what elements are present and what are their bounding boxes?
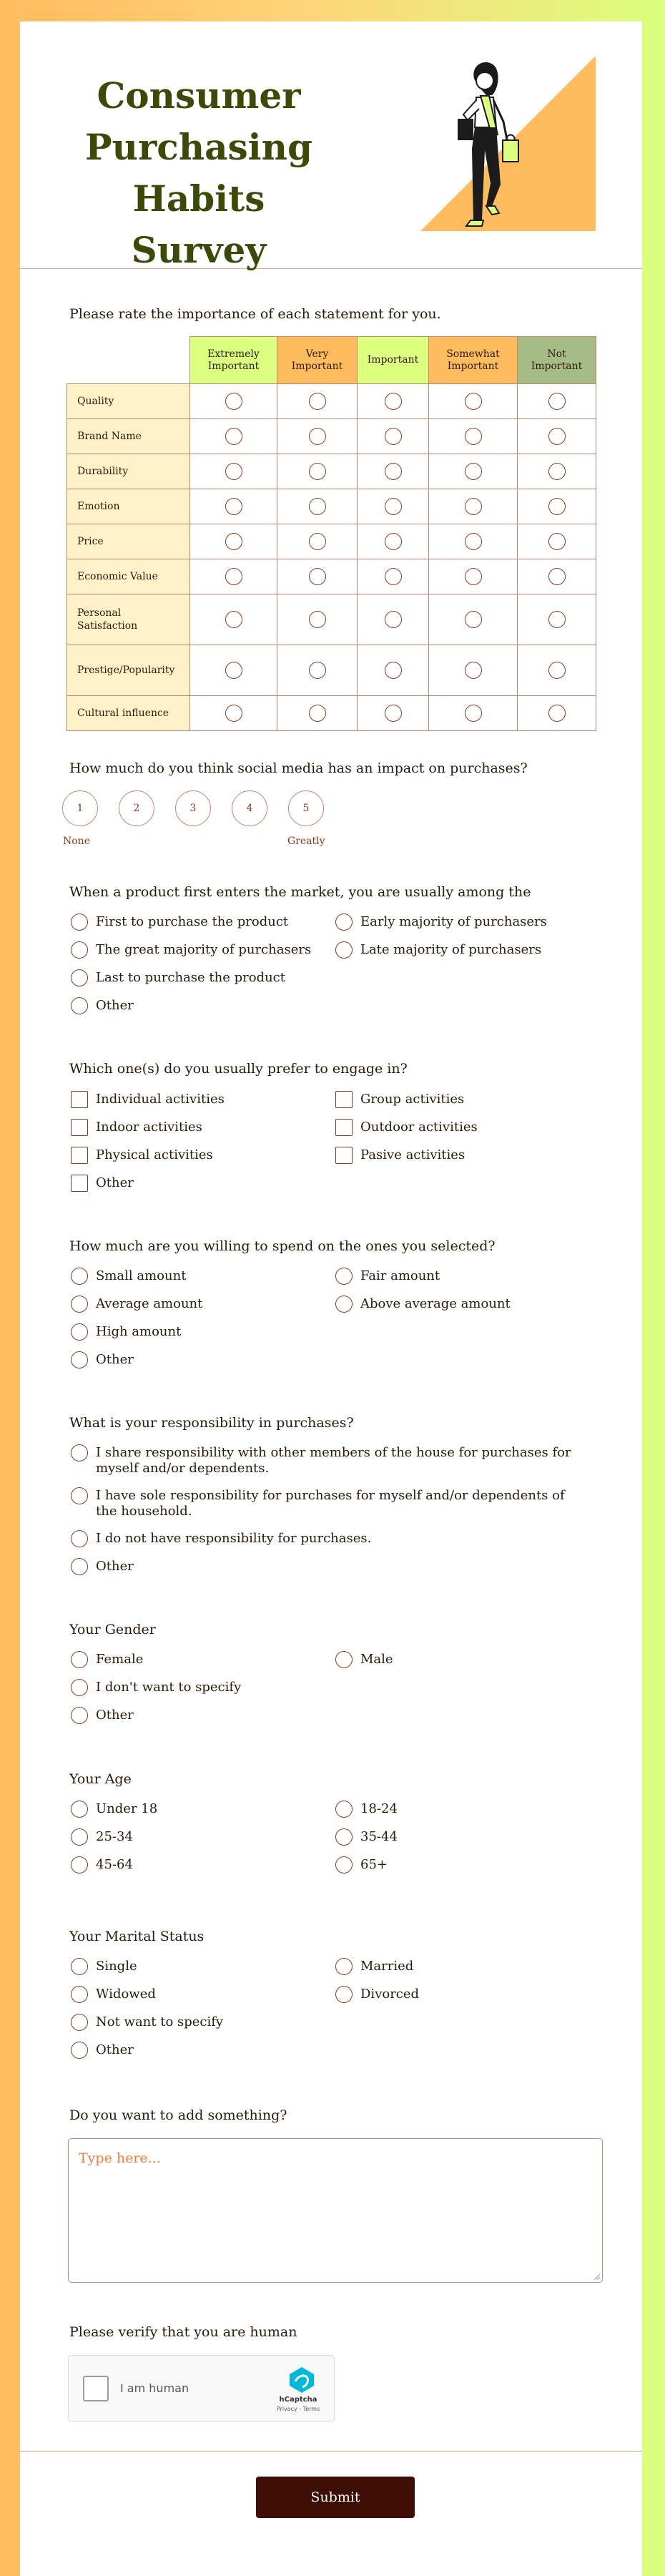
radio-option[interactable]: High amount bbox=[71, 1324, 181, 1341]
radio-button[interactable] bbox=[71, 997, 88, 1014]
matrix-cell[interactable] bbox=[190, 696, 277, 731]
radio-button[interactable] bbox=[548, 662, 566, 679]
gender-question: Your Gender bbox=[69, 1622, 156, 1637]
scale-option[interactable]: 2 bbox=[119, 790, 154, 826]
matrix-cell[interactable] bbox=[429, 645, 518, 696]
matrix-cell[interactable] bbox=[277, 454, 358, 489]
radio-option[interactable]: Single bbox=[71, 1959, 137, 1975]
radio-option[interactable]: Female bbox=[71, 1652, 143, 1668]
comments-textarea[interactable] bbox=[68, 2138, 603, 2283]
matrix-cell[interactable] bbox=[518, 454, 596, 489]
radio-button[interactable] bbox=[548, 611, 566, 628]
radio-option[interactable]: Married bbox=[335, 1959, 413, 1975]
radio-option[interactable]: 18-24 bbox=[335, 1801, 398, 1818]
radio-button[interactable] bbox=[71, 2042, 88, 2059]
submit-button[interactable]: Submit bbox=[256, 2477, 415, 2518]
radio-option[interactable]: 25-34 bbox=[71, 1829, 133, 1846]
radio-option[interactable]: Male bbox=[335, 1652, 393, 1668]
radio-button[interactable] bbox=[309, 662, 326, 679]
radio-button[interactable] bbox=[309, 498, 326, 515]
radio-button[interactable] bbox=[71, 2014, 88, 2031]
matrix-cell[interactable] bbox=[429, 384, 518, 419]
matrix-row-label: Personal Satisfaction bbox=[67, 594, 190, 645]
radio-option[interactable]: Small amount bbox=[71, 1268, 186, 1285]
resize-handle-icon[interactable] bbox=[593, 2273, 600, 2280]
radio-button[interactable] bbox=[335, 1651, 353, 1668]
checkbox[interactable] bbox=[71, 1091, 88, 1108]
matrix-row-label: Emotion bbox=[67, 489, 190, 524]
matrix-cell[interactable] bbox=[358, 454, 429, 489]
radio-button[interactable] bbox=[71, 941, 88, 959]
radio-button[interactable] bbox=[548, 428, 566, 445]
radio-option[interactable]: Average amount bbox=[71, 1296, 202, 1313]
radio-button[interactable] bbox=[548, 533, 566, 550]
radio-option[interactable]: Other bbox=[71, 2042, 134, 2059]
radio-button[interactable] bbox=[335, 941, 353, 959]
radio-button[interactable] bbox=[225, 498, 242, 515]
matrix-cell[interactable] bbox=[277, 645, 358, 696]
scale-option[interactable]: 5 bbox=[288, 790, 324, 826]
scale-option[interactable]: 3 bbox=[175, 790, 211, 826]
radio-button[interactable] bbox=[548, 463, 566, 480]
radio-button[interactable] bbox=[548, 568, 566, 585]
matrix-cell[interactable] bbox=[518, 489, 596, 524]
radio-button[interactable] bbox=[385, 705, 402, 722]
matrix-cell[interactable] bbox=[429, 454, 518, 489]
hcaptcha-logo-icon bbox=[285, 2366, 318, 2394]
matrix-cell[interactable] bbox=[429, 594, 518, 645]
scale-min-label: None bbox=[63, 836, 90, 847]
radio-button[interactable] bbox=[385, 498, 402, 515]
radio-button[interactable] bbox=[385, 568, 402, 585]
comments-question: Do you want to add something? bbox=[69, 2107, 287, 2123]
radio-button[interactable] bbox=[71, 1558, 88, 1575]
radio-button[interactable] bbox=[335, 1828, 353, 1846]
matrix-cell[interactable] bbox=[190, 559, 277, 594]
radio-option[interactable]: Other bbox=[71, 1708, 134, 1724]
radio-button[interactable] bbox=[465, 463, 482, 480]
radio-button[interactable] bbox=[225, 463, 242, 480]
checkbox[interactable] bbox=[335, 1119, 353, 1136]
radio-button[interactable] bbox=[71, 1296, 88, 1313]
radio-button[interactable] bbox=[465, 611, 482, 628]
impact-scale bbox=[62, 790, 363, 855]
survey-card bbox=[20, 21, 642, 2576]
radio-button[interactable] bbox=[309, 568, 326, 585]
checkbox[interactable] bbox=[335, 1091, 353, 1108]
market-question: When a product first enters the market, you are usually among the bbox=[69, 884, 531, 900]
matrix-cell[interactable] bbox=[518, 696, 596, 731]
spend-question: How much are you willing to spend on the ones you selected? bbox=[69, 1238, 496, 1254]
radio-option[interactable]: Late majority of purchasers bbox=[335, 942, 541, 959]
matrix-cell[interactable] bbox=[190, 524, 277, 559]
radio-button[interactable] bbox=[225, 568, 242, 585]
matrix-cell[interactable] bbox=[358, 594, 429, 645]
radio-button[interactable] bbox=[71, 1268, 88, 1285]
radio-button[interactable] bbox=[225, 428, 242, 445]
radio-option[interactable]: Fair amount bbox=[335, 1268, 440, 1285]
page-title: Consumer Purchasing Habits Survey bbox=[85, 74, 312, 271]
matrix-row bbox=[67, 559, 596, 594]
footer-divider bbox=[20, 2451, 642, 2452]
column-header: Extremely Important bbox=[190, 337, 277, 384]
checkbox-option[interactable]: Other bbox=[71, 1175, 134, 1192]
matrix-cell[interactable] bbox=[429, 524, 518, 559]
radio-option[interactable]: Under 18 bbox=[71, 1801, 157, 1818]
matrix-cell[interactable] bbox=[358, 559, 429, 594]
radio-button[interactable] bbox=[225, 662, 242, 679]
radio-button[interactable] bbox=[225, 705, 242, 722]
checkbox-option[interactable]: Group activities bbox=[335, 1092, 464, 1108]
radio-button[interactable] bbox=[548, 393, 566, 410]
radio-button[interactable] bbox=[71, 1487, 88, 1504]
matrix-cell[interactable] bbox=[358, 489, 429, 524]
radio-button[interactable] bbox=[71, 1530, 88, 1547]
radio-button[interactable] bbox=[385, 533, 402, 550]
column-header: Somewhat Important bbox=[429, 337, 518, 384]
captcha-question: Please verify that you are human bbox=[69, 2324, 297, 2340]
checkbox[interactable] bbox=[71, 1119, 88, 1136]
column-header: Not Important bbox=[518, 337, 596, 384]
shopping-woman-illustration bbox=[420, 56, 599, 242]
matrix-cell[interactable] bbox=[429, 696, 518, 731]
radio-option[interactable]: Other bbox=[71, 1352, 134, 1368]
checkbox[interactable] bbox=[71, 1175, 88, 1192]
radio-option[interactable]: 35-44 bbox=[335, 1829, 398, 1846]
radio-button[interactable] bbox=[548, 498, 566, 515]
radio-button[interactable] bbox=[71, 1707, 88, 1724]
radio-button[interactable] bbox=[309, 611, 326, 628]
radio-button[interactable] bbox=[335, 1268, 353, 1285]
radio-button[interactable] bbox=[71, 1323, 88, 1341]
checkbox-option[interactable]: Physical activities bbox=[71, 1147, 213, 1164]
matrix-cell[interactable] bbox=[518, 559, 596, 594]
radio-button[interactable] bbox=[335, 1986, 353, 2003]
radio-option[interactable]: Not want to specify bbox=[71, 2014, 223, 2031]
matrix-cell[interactable] bbox=[190, 419, 277, 454]
column-header: Important bbox=[358, 337, 429, 384]
radio-button[interactable] bbox=[335, 1958, 353, 1975]
radio-button[interactable] bbox=[71, 1828, 88, 1846]
scale-option[interactable]: 4 bbox=[232, 790, 267, 826]
textarea-placeholder: Type here... bbox=[79, 2150, 161, 2166]
radio-button[interactable] bbox=[71, 1651, 88, 1668]
radio-button[interactable] bbox=[465, 662, 482, 679]
matrix-row-label: Durability bbox=[67, 454, 190, 489]
radio-option[interactable]: Widowed bbox=[71, 1987, 156, 2003]
matrix-row bbox=[67, 419, 596, 454]
radio-button[interactable] bbox=[225, 393, 242, 410]
radio-button[interactable] bbox=[309, 428, 326, 445]
captcha-brand: hCaptcha bbox=[279, 2396, 317, 2404]
matrix-cell[interactable] bbox=[518, 524, 596, 559]
radio-button[interactable] bbox=[335, 1801, 353, 1818]
radio-option[interactable]: Above average amount bbox=[335, 1296, 511, 1313]
scale-max-label: Greatly bbox=[287, 836, 325, 847]
radio-button[interactable] bbox=[385, 662, 402, 679]
matrix-cell[interactable] bbox=[190, 454, 277, 489]
captcha-checkbox[interactable] bbox=[83, 2376, 109, 2401]
radio-button[interactable] bbox=[335, 1296, 353, 1313]
matrix-cell[interactable] bbox=[190, 594, 277, 645]
radio-option[interactable]: First to purchase the product bbox=[71, 914, 288, 931]
matrix-cell[interactable] bbox=[358, 384, 429, 419]
matrix-cell[interactable] bbox=[277, 524, 358, 559]
matrix-cell[interactable] bbox=[358, 696, 429, 731]
radio-button[interactable] bbox=[309, 533, 326, 550]
matrix-cell[interactable] bbox=[518, 594, 596, 645]
radio-option[interactable]: Early majority of purchasers bbox=[335, 914, 547, 931]
radio-button[interactable] bbox=[465, 393, 482, 410]
checkbox-option[interactable]: Pasive activities bbox=[335, 1147, 465, 1164]
radio-option[interactable]: I have sole responsibility for purchases for myself and/or dependents of the household. bbox=[71, 1488, 586, 1519]
captcha-links[interactable]: Privacy - Terms bbox=[276, 2406, 320, 2412]
radio-button[interactable] bbox=[465, 705, 482, 722]
radio-button[interactable] bbox=[465, 428, 482, 445]
matrix-cell[interactable] bbox=[429, 419, 518, 454]
marital-question: Your Marital Status bbox=[69, 1929, 205, 1944]
matrix-cell[interactable] bbox=[429, 559, 518, 594]
radio-button[interactable] bbox=[465, 533, 482, 550]
responsibility-question: What is your responsibility in purchases? bbox=[69, 1415, 354, 1431]
matrix-row bbox=[67, 645, 596, 696]
matrix-cell[interactable] bbox=[277, 384, 358, 419]
scale-option[interactable]: 1 bbox=[62, 790, 98, 826]
radio-button[interactable] bbox=[71, 1351, 88, 1368]
radio-button[interactable] bbox=[385, 393, 402, 410]
radio-option[interactable]: Last to purchase the product bbox=[71, 970, 285, 986]
radio-button[interactable] bbox=[385, 463, 402, 480]
matrix-cell[interactable] bbox=[429, 489, 518, 524]
matrix-cell[interactable] bbox=[190, 645, 277, 696]
matrix-cell[interactable] bbox=[518, 384, 596, 419]
matrix-cell[interactable] bbox=[518, 419, 596, 454]
radio-button[interactable] bbox=[548, 705, 566, 722]
radio-button[interactable] bbox=[385, 611, 402, 628]
radio-option[interactable]: Divorced bbox=[335, 1987, 419, 2003]
radio-button[interactable] bbox=[71, 1986, 88, 2003]
radio-option[interactable]: Other bbox=[71, 1559, 134, 1575]
radio-option[interactable]: 65+ bbox=[335, 1857, 388, 1874]
radio-option[interactable]: I do not have responsibility for purchases. bbox=[71, 1531, 371, 1547]
matrix-row-label: Brand Name bbox=[67, 419, 190, 454]
checkbox-option[interactable]: Individual activities bbox=[71, 1092, 225, 1108]
matrix-row bbox=[67, 696, 596, 731]
radio-button[interactable] bbox=[71, 1679, 88, 1696]
radio-button[interactable] bbox=[71, 1856, 88, 1874]
matrix-row bbox=[67, 454, 596, 489]
radio-button[interactable] bbox=[335, 1856, 353, 1874]
radio-button[interactable] bbox=[71, 1801, 88, 1818]
radio-button[interactable] bbox=[309, 705, 326, 722]
matrix-row-label: Price bbox=[67, 524, 190, 559]
checkbox-option[interactable]: Indoor activities bbox=[71, 1120, 202, 1136]
captcha-widget bbox=[68, 2355, 335, 2421]
matrix-row-label: Prestige/Popularity bbox=[67, 645, 190, 696]
radio-option[interactable]: I share responsibility with other members of the house for purchases for myself and/or dependents. bbox=[71, 1445, 586, 1476]
matrix-cell[interactable] bbox=[277, 419, 358, 454]
matrix-row bbox=[67, 489, 596, 524]
radio-option[interactable]: Other bbox=[71, 998, 134, 1014]
checkbox[interactable] bbox=[335, 1147, 353, 1164]
radio-button[interactable] bbox=[465, 498, 482, 515]
matrix-row-label: Cultural influence bbox=[67, 696, 190, 731]
matrix-cell[interactable] bbox=[277, 559, 358, 594]
radio-button[interactable] bbox=[71, 969, 88, 986]
matrix-question: Please rate the importance of each statement for you. bbox=[69, 306, 441, 322]
form-header bbox=[20, 21, 642, 269]
age-question: Your Age bbox=[69, 1771, 132, 1787]
radio-option[interactable]: The great majority of purchasers bbox=[71, 942, 311, 959]
matrix-cell[interactable] bbox=[277, 696, 358, 731]
matrix-cell[interactable] bbox=[358, 645, 429, 696]
column-header: Very Important bbox=[277, 337, 358, 384]
social-question: How much do you think social media has an impact on purchases? bbox=[69, 760, 528, 776]
radio-button[interactable] bbox=[309, 463, 326, 480]
matrix-cell[interactable] bbox=[277, 594, 358, 645]
radio-button[interactable] bbox=[225, 611, 242, 628]
matrix-row-label: Quality bbox=[67, 384, 190, 419]
radio-button[interactable] bbox=[225, 533, 242, 550]
matrix-cell[interactable] bbox=[358, 524, 429, 559]
activities-question: Which one(s) do you usually prefer to engage in? bbox=[69, 1061, 408, 1077]
radio-button[interactable] bbox=[71, 914, 88, 931]
radio-button[interactable] bbox=[335, 914, 353, 931]
importance-matrix bbox=[66, 336, 596, 731]
matrix-cell[interactable] bbox=[358, 419, 429, 454]
matrix-row bbox=[67, 384, 596, 419]
captcha-label: I am human bbox=[120, 2381, 189, 2395]
matrix-row bbox=[67, 594, 596, 645]
matrix-row bbox=[67, 524, 596, 559]
radio-option[interactable]: 45-64 bbox=[71, 1857, 133, 1874]
radio-button[interactable] bbox=[71, 1958, 88, 1975]
matrix-cell[interactable] bbox=[190, 384, 277, 419]
matrix-cell[interactable] bbox=[277, 489, 358, 524]
matrix-cell[interactable] bbox=[190, 489, 277, 524]
checkbox[interactable] bbox=[71, 1147, 88, 1164]
radio-button[interactable] bbox=[465, 568, 482, 585]
radio-button[interactable] bbox=[309, 393, 326, 410]
matrix-row-label: Economic Value bbox=[67, 559, 190, 594]
checkbox-option[interactable]: Outdoor activities bbox=[335, 1120, 478, 1136]
radio-button[interactable] bbox=[71, 1444, 88, 1461]
radio-button[interactable] bbox=[385, 428, 402, 445]
matrix-cell[interactable] bbox=[518, 645, 596, 696]
radio-option[interactable]: I don't want to specify bbox=[71, 1680, 241, 1696]
